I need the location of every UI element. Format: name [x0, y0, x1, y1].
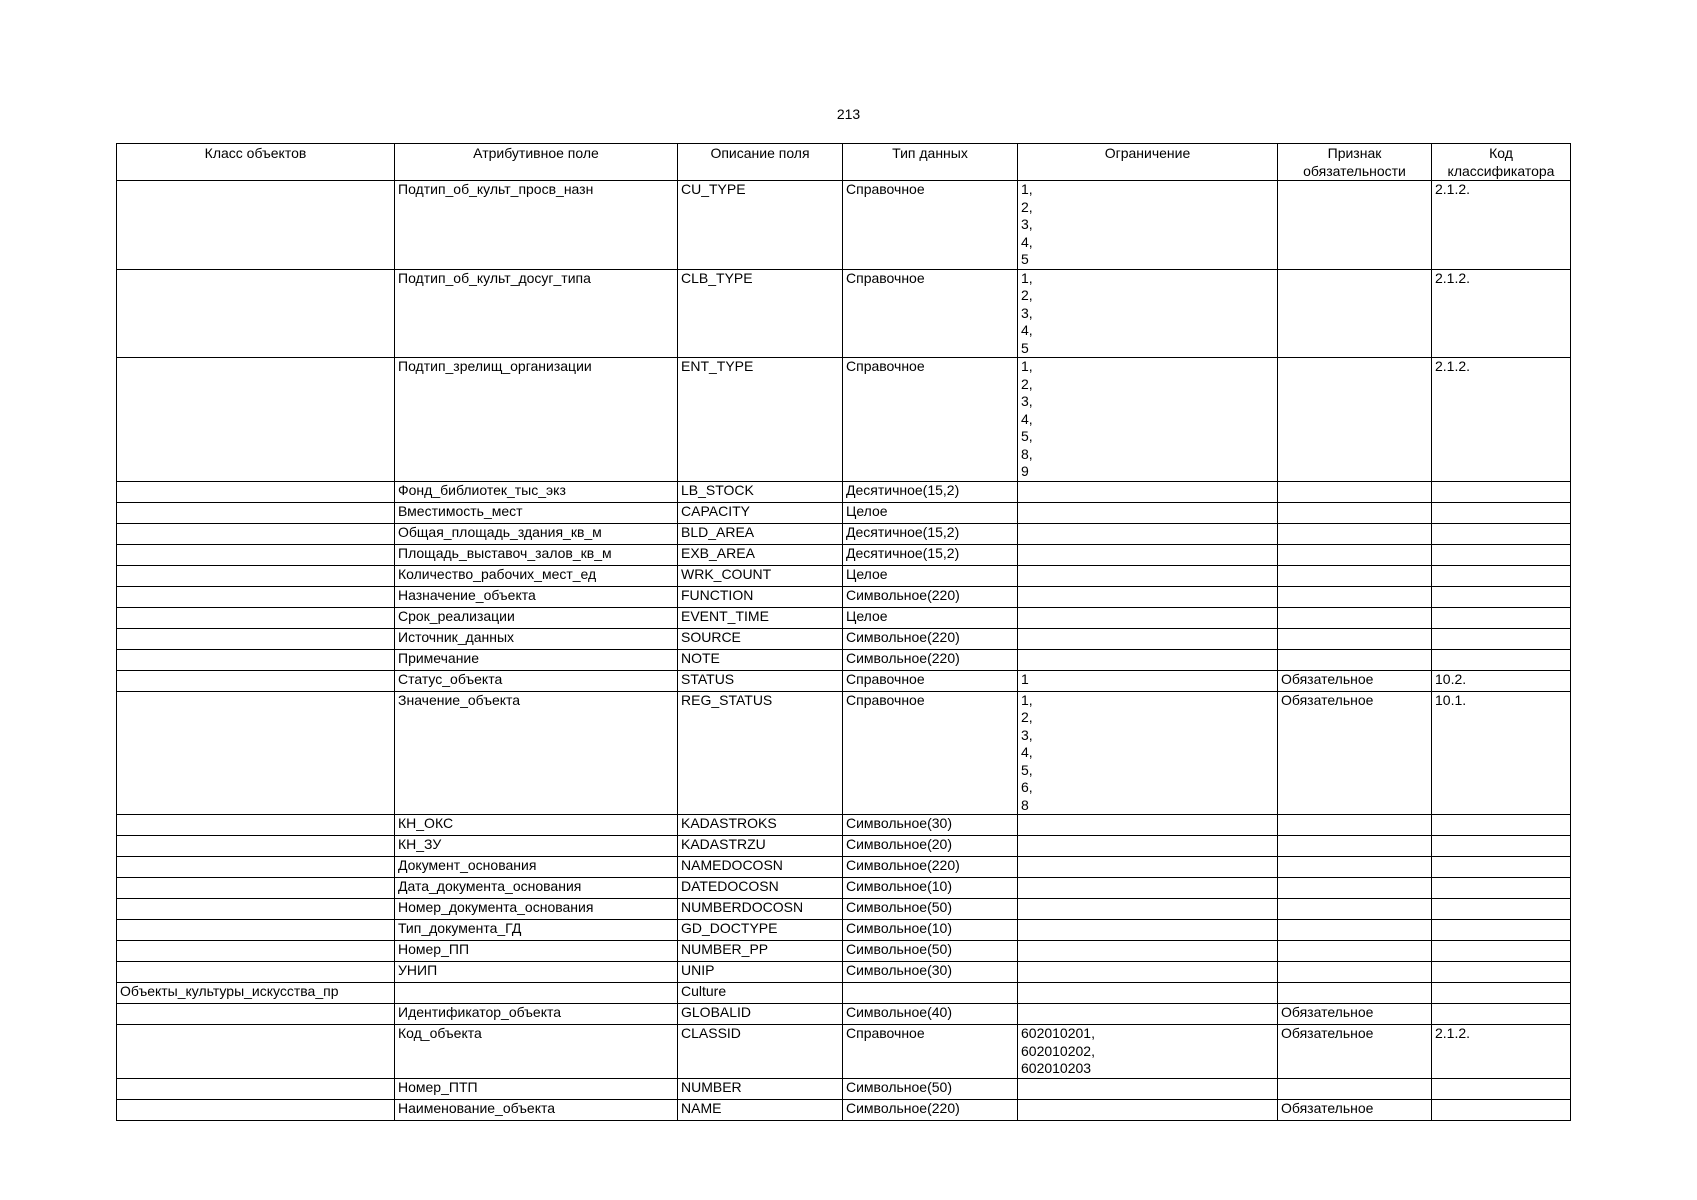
cell-classifier [1432, 1078, 1571, 1099]
cell-constraint [1018, 502, 1278, 523]
cell-class [117, 565, 395, 586]
table-row [117, 670, 1571, 691]
cell-attribute: УНИП [395, 962, 678, 983]
cell-constraint [1018, 481, 1278, 502]
cell-type: Справочное [843, 269, 1018, 358]
cell-type [843, 983, 1018, 1004]
table-row [117, 1099, 1571, 1120]
cell-required [1278, 628, 1432, 649]
cell-constraint [1018, 857, 1278, 878]
cell-type: Символьное(10) [843, 920, 1018, 941]
cell-classifier [1432, 586, 1571, 607]
cell-attribute: Документ_основания [395, 857, 678, 878]
cell-description: EVENT_TIME [678, 607, 843, 628]
cell-required [1278, 836, 1432, 857]
cell-type: Десятичное(15,2) [843, 544, 1018, 565]
table-row [117, 523, 1571, 544]
cell-attribute: Подтип_зрелищ_организации [395, 358, 678, 482]
cell-classifier [1432, 649, 1571, 670]
cell-classifier [1432, 523, 1571, 544]
cell-constraint [1018, 586, 1278, 607]
cell-type: Справочное [843, 670, 1018, 691]
cell-description: CLB_TYPE [678, 269, 843, 358]
cell-attribute: КН_ОКС [395, 815, 678, 836]
header-row [117, 144, 1571, 181]
header-attribute: Атрибутивное поле [395, 144, 678, 181]
cell-attribute: Наименование_объекта [395, 1099, 678, 1120]
cell-constraint: 1, 2, 3, 4, 5 [1018, 181, 1278, 270]
cell-type: Символьное(220) [843, 628, 1018, 649]
cell-type: Символьное(30) [843, 815, 1018, 836]
cell-type: Справочное [843, 691, 1018, 815]
header-required: Признак обязательности [1278, 144, 1432, 181]
cell-class [117, 878, 395, 899]
cell-class [117, 691, 395, 815]
table-row [117, 983, 1571, 1004]
cell-description: CU_TYPE [678, 181, 843, 270]
table-row [117, 565, 1571, 586]
cell-attribute: Подтип_об_культ_просв_назн [395, 181, 678, 270]
cell-description: STATUS [678, 670, 843, 691]
cell-attribute: Фонд_библиотек_тыс_экз [395, 481, 678, 502]
cell-classifier [1432, 1004, 1571, 1025]
cell-type: Десятичное(15,2) [843, 523, 1018, 544]
cell-required [1278, 607, 1432, 628]
cell-class [117, 920, 395, 941]
cell-constraint [1018, 607, 1278, 628]
cell-constraint [1018, 1078, 1278, 1099]
cell-class [117, 815, 395, 836]
cell-type: Символьное(10) [843, 878, 1018, 899]
cell-constraint [1018, 836, 1278, 857]
table-row [117, 649, 1571, 670]
cell-class [117, 358, 395, 482]
cell-class [117, 607, 395, 628]
cell-required [1278, 1078, 1432, 1099]
cell-description: UNIP [678, 962, 843, 983]
cell-type: Символьное(30) [843, 962, 1018, 983]
cell-class [117, 649, 395, 670]
cell-attribute: Код_объекта [395, 1025, 678, 1079]
header-constraint: Ограничение [1018, 144, 1278, 181]
cell-type: Символьное(220) [843, 649, 1018, 670]
cell-class [117, 1025, 395, 1079]
page-number: 213 [836, 106, 861, 122]
cell-type: Целое [843, 607, 1018, 628]
cell-constraint [1018, 628, 1278, 649]
cell-attribute: Примечание [395, 649, 678, 670]
cell-required: Обязательное [1278, 670, 1432, 691]
cell-type: Справочное [843, 181, 1018, 270]
cell-description: NUMBER_PP [678, 941, 843, 962]
cell-classifier: 2.1.2. [1432, 358, 1571, 482]
table-row [117, 586, 1571, 607]
cell-type: Символьное(220) [843, 857, 1018, 878]
cell-description: LB_STOCK [678, 481, 843, 502]
cell-class [117, 857, 395, 878]
cell-class [117, 1099, 395, 1120]
cell-type: Десятичное(15,2) [843, 481, 1018, 502]
cell-class [117, 502, 395, 523]
cell-class: Объекты_культуры_искусства_пр [117, 983, 395, 1004]
cell-class [117, 523, 395, 544]
cell-class [117, 941, 395, 962]
cell-constraint [1018, 565, 1278, 586]
table-body [117, 181, 1571, 1121]
cell-attribute: Номер_ПТП [395, 1078, 678, 1099]
cell-attribute: Срок_реализации [395, 607, 678, 628]
cell-constraint: 1, 2, 3, 4, 5, 6, 8 [1018, 691, 1278, 815]
cell-classifier [1432, 815, 1571, 836]
cell-class [117, 670, 395, 691]
cell-class [117, 544, 395, 565]
cell-classifier [1432, 628, 1571, 649]
cell-class [117, 628, 395, 649]
header-description: Описание поля [678, 144, 843, 181]
cell-classifier: 10.1. [1432, 691, 1571, 815]
cell-type: Справочное [843, 358, 1018, 482]
cell-constraint: 602010201, 602010202, 602010203 [1018, 1025, 1278, 1079]
cell-classifier [1432, 899, 1571, 920]
cell-classifier [1432, 836, 1571, 857]
cell-attribute: Площадь_выставоч_залов_кв_м [395, 544, 678, 565]
cell-classifier [1432, 983, 1571, 1004]
table-row [117, 920, 1571, 941]
cell-required [1278, 920, 1432, 941]
cell-attribute: КН_ЗУ [395, 836, 678, 857]
cell-description: SOURCE [678, 628, 843, 649]
table-row [117, 269, 1571, 358]
cell-attribute: Значение_объекта [395, 691, 678, 815]
cell-description: EXB_AREA [678, 544, 843, 565]
cell-constraint [1018, 899, 1278, 920]
cell-classifier [1432, 962, 1571, 983]
cell-constraint [1018, 983, 1278, 1004]
cell-type: Символьное(50) [843, 941, 1018, 962]
cell-class [117, 481, 395, 502]
cell-constraint [1018, 1099, 1278, 1120]
cell-description: FUNCTION [678, 586, 843, 607]
cell-constraint [1018, 962, 1278, 983]
cell-type: Символьное(50) [843, 899, 1018, 920]
cell-classifier [1432, 941, 1571, 962]
cell-classifier [1432, 481, 1571, 502]
cell-attribute: Подтип_об_культ_досуг_типа [395, 269, 678, 358]
cell-type: Целое [843, 502, 1018, 523]
cell-classifier [1432, 857, 1571, 878]
cell-classifier: 10.2. [1432, 670, 1571, 691]
cell-classifier [1432, 1099, 1571, 1120]
cell-class [117, 269, 395, 358]
table-row [117, 857, 1571, 878]
cell-constraint [1018, 941, 1278, 962]
cell-description: NUMBERDOCOSN [678, 899, 843, 920]
cell-constraint: 1, 2, 3, 4, 5 [1018, 269, 1278, 358]
cell-description: CAPACITY [678, 502, 843, 523]
cell-attribute: Идентификатор_объекта [395, 1004, 678, 1025]
cell-required [1278, 878, 1432, 899]
cell-required: Обязательное [1278, 1004, 1432, 1025]
table-row [117, 815, 1571, 836]
cell-constraint [1018, 523, 1278, 544]
cell-description: GLOBALID [678, 1004, 843, 1025]
table-row [117, 691, 1571, 815]
cell-required [1278, 815, 1432, 836]
header-type: Тип данных [843, 144, 1018, 181]
cell-description: DATEDOCOSN [678, 878, 843, 899]
table-row [117, 878, 1571, 899]
cell-description: NAMEDOCOSN [678, 857, 843, 878]
cell-class [117, 1078, 395, 1099]
cell-attribute: Общая_площадь_здания_кв_м [395, 523, 678, 544]
cell-constraint: 1, 2, 3, 4, 5, 8, 9 [1018, 358, 1278, 482]
cell-class [117, 899, 395, 920]
cell-attribute: Источник_данных [395, 628, 678, 649]
table-row [117, 181, 1571, 270]
cell-description: KADASTRZU [678, 836, 843, 857]
cell-required [1278, 586, 1432, 607]
cell-description: Culture [678, 983, 843, 1004]
cell-required [1278, 962, 1432, 983]
table-row [117, 607, 1571, 628]
cell-type: Символьное(220) [843, 1099, 1018, 1120]
cell-attribute [395, 983, 678, 1004]
cell-attribute: Вместимость_мест [395, 502, 678, 523]
cell-type: Символьное(40) [843, 1004, 1018, 1025]
table-row [117, 481, 1571, 502]
table-row [117, 899, 1571, 920]
table-row [117, 544, 1571, 565]
cell-constraint [1018, 815, 1278, 836]
cell-attribute: Номер_документа_основания [395, 899, 678, 920]
cell-class [117, 181, 395, 270]
header-classifier: Код классификатора [1432, 144, 1571, 181]
cell-description: KADASTROKS [678, 815, 843, 836]
cell-type: Символьное(50) [843, 1078, 1018, 1099]
table-row [117, 941, 1571, 962]
cell-constraint: 1 [1018, 670, 1278, 691]
cell-class [117, 836, 395, 857]
table-row [117, 1004, 1571, 1025]
cell-classifier: 2.1.2. [1432, 1025, 1571, 1079]
cell-required [1278, 269, 1432, 358]
cell-required [1278, 502, 1432, 523]
cell-description: GD_DOCTYPE [678, 920, 843, 941]
cell-required [1278, 181, 1432, 270]
cell-description: NAME [678, 1099, 843, 1120]
cell-required [1278, 481, 1432, 502]
cell-constraint [1018, 649, 1278, 670]
cell-required: Обязательное [1278, 1099, 1432, 1120]
cell-type: Символьное(20) [843, 836, 1018, 857]
cell-attribute: Номер_ПП [395, 941, 678, 962]
table-row [117, 836, 1571, 857]
cell-description: ENT_TYPE [678, 358, 843, 482]
cell-required [1278, 899, 1432, 920]
cell-classifier [1432, 565, 1571, 586]
cell-type: Символьное(220) [843, 586, 1018, 607]
cell-attribute: Статус_объекта [395, 670, 678, 691]
cell-type: Справочное [843, 1025, 1018, 1079]
cell-description: CLASSID [678, 1025, 843, 1079]
cell-class [117, 586, 395, 607]
cell-type: Целое [843, 565, 1018, 586]
header-class: Класс объектов [117, 144, 395, 181]
cell-constraint [1018, 1004, 1278, 1025]
cell-required [1278, 857, 1432, 878]
table-row [117, 358, 1571, 482]
cell-description: REG_STATUS [678, 691, 843, 815]
cell-required [1278, 983, 1432, 1004]
cell-class [117, 1004, 395, 1025]
cell-attribute: Дата_документа_основания [395, 878, 678, 899]
cell-classifier [1432, 502, 1571, 523]
table-row [117, 628, 1571, 649]
cell-constraint [1018, 544, 1278, 565]
cell-classifier [1432, 607, 1571, 628]
cell-required [1278, 544, 1432, 565]
cell-required [1278, 941, 1432, 962]
cell-classifier [1432, 878, 1571, 899]
cell-classifier: 2.1.2. [1432, 269, 1571, 358]
cell-attribute: Количество_рабочих_мест_ед [395, 565, 678, 586]
cell-attribute: Тип_документа_ГД [395, 920, 678, 941]
cell-constraint [1018, 920, 1278, 941]
attribute-table [116, 143, 1571, 1121]
cell-description: WRK_COUNT [678, 565, 843, 586]
cell-required: Обязательное [1278, 691, 1432, 815]
cell-attribute: Назначение_объекта [395, 586, 678, 607]
cell-required [1278, 358, 1432, 482]
cell-constraint [1018, 878, 1278, 899]
table-row [117, 962, 1571, 983]
cell-classifier: 2.1.2. [1432, 181, 1571, 270]
cell-required [1278, 565, 1432, 586]
cell-description: NOTE [678, 649, 843, 670]
cell-classifier [1432, 920, 1571, 941]
table-row [117, 1025, 1571, 1079]
table-row [117, 1078, 1571, 1099]
cell-classifier [1432, 544, 1571, 565]
cell-description: BLD_AREA [678, 523, 843, 544]
table-row [117, 502, 1571, 523]
cell-required [1278, 649, 1432, 670]
cell-class [117, 962, 395, 983]
cell-description: NUMBER [678, 1078, 843, 1099]
cell-required: Обязательное [1278, 1025, 1432, 1079]
cell-required [1278, 523, 1432, 544]
